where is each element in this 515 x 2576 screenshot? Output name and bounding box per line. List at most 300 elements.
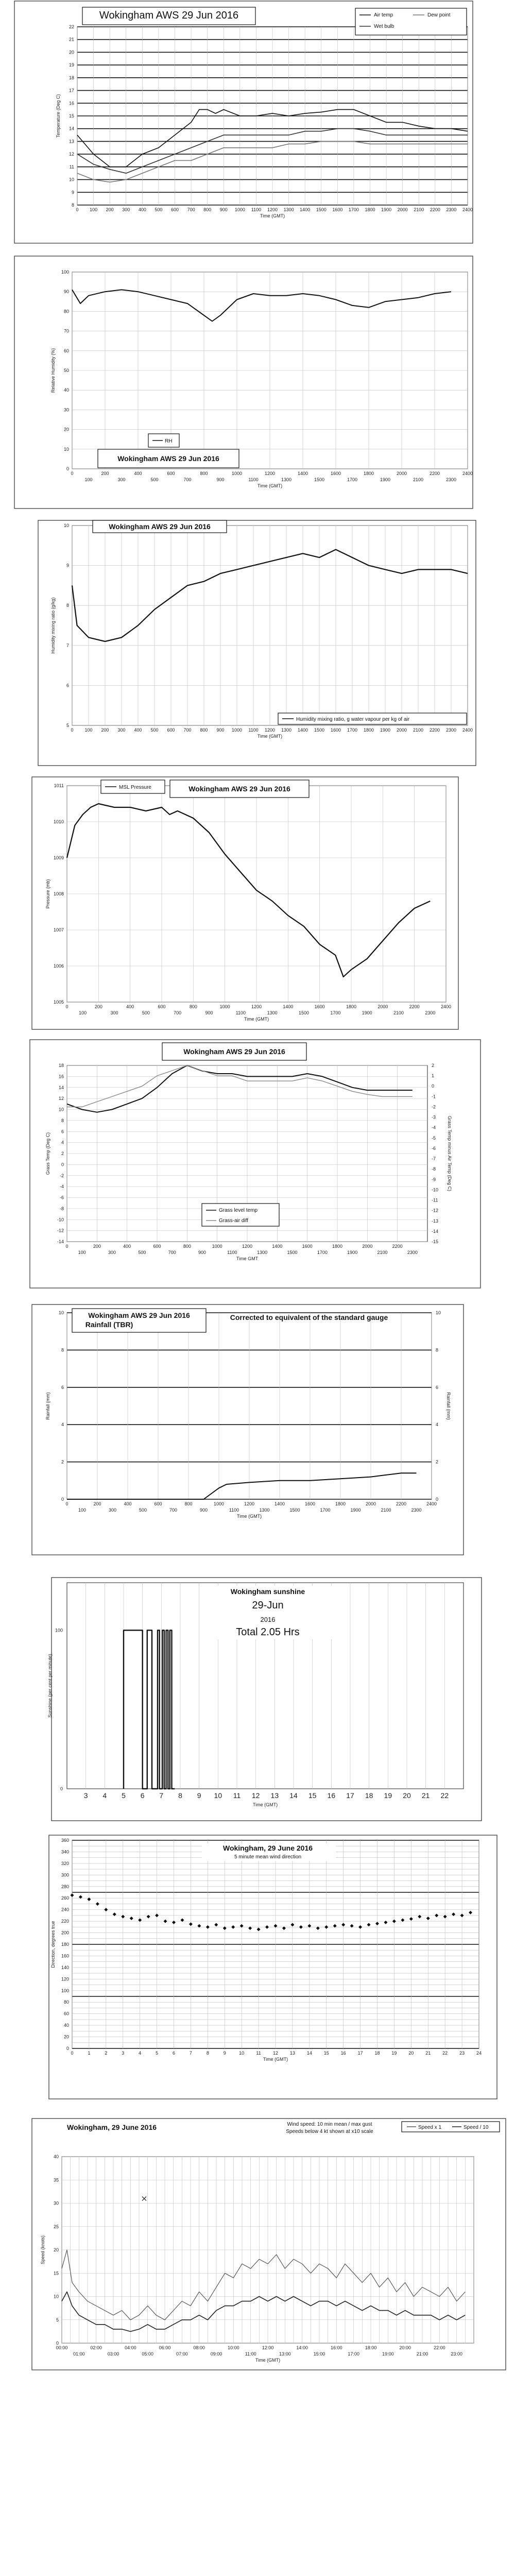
hmr-title: Wokingham AWS 29 Jun 2016 [109,522,211,531]
grass-xtick-label: 1100 [227,1250,237,1255]
temp-xtick-label: 1900 [381,207,392,212]
press-xtick-label: 1100 [235,1010,246,1015]
hmr-xtick-label: 1100 [248,727,259,733]
hmr-legend-label: Humidity mixing ratio, g water vapour per kg of air [296,717,410,722]
sun-xtick-label: 21 [421,1791,430,1800]
rh-ytick-label: 30 [63,407,69,413]
hmr-xtick-label: 700 [183,727,192,733]
rain-subtitle: Rainfall (TBR) [85,1320,133,1329]
press-xtick-label: 100 [79,1010,87,1015]
grass-xtick-label: 400 [123,1244,131,1249]
wdir-xtick-label: 16 [340,2050,346,2056]
sun-title: Wokingham sunshine [230,1587,305,1596]
wdir-ytick-label: 260 [61,1895,69,1901]
sun-subtitle: 29-Jun [252,1600,284,1611]
grass-ytick-label: 12 [58,1096,64,1101]
wdir-ytick-label: 220 [61,1919,69,1924]
rain-annotation: Corrected to equivalent of the standard gauge [230,1313,388,1321]
hmr-xtick-label: 2200 [429,727,440,733]
wdir-xtick-label: 7 [189,2050,192,2056]
sun-xtick-label: 10 [214,1791,222,1800]
wspeed-note-1: Wind speed: 10 min mean / max gust [287,2122,372,2127]
sun-xtick-label: 15 [308,1791,317,1800]
wspeed-xtick-label: 17:00 [348,2351,359,2357]
grass-y-axis-label: Grass Temp (Deg C) [45,1132,50,1175]
hmr-xtick-label: 200 [101,727,109,733]
wspeed-note-2: Speeds below 4 kt shown at x10 scale [286,2129,373,2134]
rain-xtick-label: 1700 [320,1507,331,1513]
wspeed-x-axis-label: Time (GMT) [255,2358,281,2363]
rh-xtick-label: 100 [84,477,93,482]
temp-ytick-label: 14 [68,126,74,131]
wspeed-xtick-label: 08:00 [193,2345,205,2350]
rain-xtick-label: 0 [65,1501,68,1506]
rain-ytick2-label: 6 [436,1384,439,1390]
sun-xtick-label: 14 [289,1791,298,1800]
grass-xtick-label: 1400 [272,1244,283,1249]
grass-ytick2-label: -15 [432,1239,439,1244]
wspeed-xtick-label: 16:00 [331,2345,342,2350]
grass-xtick-label: 2000 [362,1244,373,1249]
press-xtick-label: 900 [205,1010,213,1015]
grass-ytick2-label: -6 [432,1145,436,1151]
hmr-xtick-label: 1500 [314,727,325,733]
sun-xtick-label: 11 [233,1791,241,1800]
temp-xtick-label: 100 [90,207,98,212]
rain-ytick-label: 8 [61,1347,64,1353]
rain-ytick2-label: 4 [436,1422,439,1428]
temp-ytick-label: 19 [68,62,74,68]
wdir-xtick-label: 22 [442,2050,448,2056]
rh-xtick-label: 500 [150,477,159,482]
press-ytick-label: 1009 [53,855,64,860]
press-xtick-label: 600 [158,1004,166,1009]
wspeed-xtick-label: 12:00 [262,2345,274,2350]
rh-xtick-label: 700 [183,477,192,482]
grass-ytick-label: -4 [59,1184,64,1190]
temp-ytick-label: 13 [68,139,74,144]
rh-xtick-label: 900 [216,477,225,482]
rh-xtick-label: 2000 [396,471,407,476]
sun-total: Total 2.05 Hrs [236,1626,300,1638]
rh-ytick-label: 100 [61,269,69,275]
wdir-xtick-label: 13 [289,2050,295,2056]
wdir-xtick-label: 15 [323,2050,329,2056]
grass-xtick-label: 1900 [347,1250,358,1255]
grass-ytick2-label: -14 [432,1228,439,1234]
grass-legend-label: Grass level temp [219,1208,258,1213]
temp-ytick-label: 8 [71,202,74,208]
temp-legend-label: Air temp [374,12,393,18]
wdir-xtick-label: 18 [374,2050,380,2056]
wdir-ytick-label: 180 [61,1942,69,1947]
hmr-xtick-label: 1700 [347,727,358,733]
grass-xtick-label: 2200 [392,1244,403,1249]
rh-xtick-label: 1700 [347,477,358,482]
hmr-ytick-label: 10 [63,523,69,528]
grass-xtick-label: 700 [168,1250,176,1255]
wdir-ytick-label: 280 [61,1884,69,1889]
hmr-xtick-label: 2400 [462,727,473,733]
rh-xtick-label: 600 [167,471,175,476]
temp-xtick-label: 1400 [300,207,311,212]
grass-ytick-label: 10 [58,1107,64,1112]
wdir-xtick-label: 10 [239,2050,245,2056]
press-xtick-label: 800 [189,1004,197,1009]
rain-y2-axis-label: Rainfall (mm) [446,1392,451,1420]
wspeed-legend-label: Speed x 1 [418,2125,442,2130]
wdir-ytick-label: 120 [61,1976,69,1982]
wdir-ytick-label: 100 [61,1988,69,1993]
rain-xtick-label: 2300 [411,1507,422,1513]
rain-xtick-label: 900 [199,1507,208,1513]
wspeed-xtick-label: 20:00 [399,2345,411,2350]
rain-ytick-label: 6 [61,1384,64,1390]
wspeed-xtick-label: 01:00 [73,2351,85,2357]
temp-title: Wokingham AWS 29 Jun 2016 [99,10,239,21]
hmr-xtick-label: 2000 [396,727,407,733]
hmr-xtick-label: 800 [200,727,208,733]
rh-xtick-label: 1100 [248,477,259,482]
temp-xtick-label: 2300 [446,207,457,212]
rain-xtick-label: 100 [78,1507,87,1513]
rh-x-axis-label: Time (GMT) [257,483,283,488]
sun-xtick-label: 4 [102,1791,107,1800]
press-y-axis-label: Pressure (mb) [45,879,50,909]
rh-xtick-label: 800 [200,471,208,476]
grass-xtick-label: 300 [108,1250,116,1255]
hmr-xtick-label: 1300 [281,727,292,733]
sun-year: 2016 [260,1616,276,1623]
rh-ytick-label: 60 [63,348,69,353]
hmr-xtick-label: 400 [134,727,142,733]
press-xtick-label: 1700 [330,1010,341,1015]
grass-title: Wokingham AWS 29 Jun 2016 [183,1047,285,1056]
press-title: Wokingham AWS 29 Jun 2016 [188,785,290,793]
wspeed-xtick-label: 04:00 [125,2345,136,2350]
press-xtick-label: 2000 [377,1004,388,1009]
sun-xtick-label: 18 [365,1791,373,1800]
wspeed-xtick-label: 03:00 [107,2351,119,2357]
wspeed-ytick-label: 15 [53,2270,59,2276]
sun-y-axis-label: Sunshine (per cent per minute) [47,1654,53,1718]
wdir-xtick-label: 24 [476,2050,482,2056]
rain-xtick-label: 600 [154,1501,162,1506]
temp-legend-label: Dew point [427,12,451,18]
temp-xtick-label: 600 [170,207,179,212]
grass-xtick-label: 100 [78,1250,86,1255]
wspeed-xtick-label: 05:00 [142,2351,153,2357]
grass-xtick-label: 1800 [332,1244,343,1249]
temp-xtick-label: 2100 [414,207,424,212]
temp-ytick-label: 22 [68,24,74,29]
grass-ytick-label: 18 [58,1063,64,1068]
press-xtick-label: 0 [65,1004,68,1009]
wspeed-xtick-label: 13:00 [279,2351,291,2357]
wdir-xtick-label: 23 [459,2050,465,2056]
rh-xtick-label: 400 [134,471,142,476]
sun-xtick-label: 8 [178,1791,182,1800]
rh-xtick-label: 0 [71,471,74,476]
wdir-ytick-label: 360 [61,1838,69,1843]
wspeed-xtick-label: 09:00 [210,2351,222,2357]
grass-xtick-label: 600 [153,1244,161,1249]
temp-ytick-label: 12 [68,151,74,157]
sun-xtick-label: 12 [251,1791,260,1800]
wdir-ytick-label: 80 [63,1999,69,2005]
temp-ytick-label: 21 [68,37,74,42]
hmr-xtick-label: 600 [167,727,175,733]
temp-x-axis-label: Time (GMT) [260,213,285,218]
grass-y2-axis-label: Grass Temp minus Air Temp (Deg C) [447,1115,452,1192]
press-xtick-label: 500 [142,1010,150,1015]
temp-xtick-label: 0 [76,207,79,212]
rain-xtick-label: 200 [93,1501,101,1506]
temp-xtick-label: 200 [106,207,114,212]
rh-ytick-label: 70 [63,328,69,334]
wspeed-xtick-label: 14:00 [296,2345,308,2350]
wdir-ytick-label: 60 [63,2011,69,2016]
press-xtick-label: 1900 [362,1010,372,1015]
grass-ytick2-label: -8 [432,1166,436,1172]
wdir-ytick-label: 160 [61,1953,69,1959]
grass-ytick-label: 16 [58,1074,64,1079]
temp-xtick-label: 1800 [365,207,375,212]
temp-xtick-label: 1600 [332,207,343,212]
wdir-xtick-label: 6 [172,2050,176,2056]
grass-ytick2-label: -10 [432,1187,439,1193]
temp-xtick-label: 800 [203,207,212,212]
rain-xtick-label: 400 [124,1501,132,1506]
press-ytick-label: 1011 [54,783,64,788]
temp-xtick-label: 1500 [316,207,327,212]
wspeed-title: Wokingham, 29 June 2016 [67,2123,157,2131]
rh-xtick-label: 300 [117,477,126,482]
rh-legend-label: RH [165,438,173,444]
wdir-xtick-label: 20 [408,2050,414,2056]
hmr-ytick-label: 7 [66,642,69,648]
grass-x-axis-label: Time GMT [236,1256,259,1261]
rain-xtick-label: 1000 [213,1501,225,1506]
rain-xtick-label: 2200 [396,1501,407,1506]
wdir-x-axis-label: Time (GMT) [263,2057,288,2062]
sun-xtick-label: 6 [140,1791,145,1800]
wspeed-xtick-label: 07:00 [176,2351,188,2357]
temp-ytick-label: 17 [68,88,74,93]
press-ytick-label: 1006 [53,963,64,969]
rain-y-axis-label: Rainfall (mm) [45,1392,50,1420]
wspeed-ytick-label: 20 [53,2247,59,2252]
sun-xtick-label: 20 [403,1791,411,1800]
temp-xtick-label: 1300 [283,207,294,212]
rain-x-axis-label: Time (GMT) [236,1514,262,1519]
rain-xtick-label: 500 [139,1507,147,1513]
grass-ytick-label: 8 [61,1117,64,1123]
sun-xtick-label: 16 [327,1791,336,1800]
temp-ytick-label: 9 [71,190,74,195]
rain-ytick2-label: 0 [436,1497,439,1502]
grass-xtick-label: 200 [93,1244,101,1249]
press-xtick-label: 700 [174,1010,182,1015]
press-xtick-label: 1400 [283,1004,294,1009]
wspeed-xtick-label: 06:00 [159,2345,171,2350]
grass-ytick2-label: 2 [432,1063,435,1068]
wdir-xtick-label: 8 [206,2050,209,2056]
rh-ytick-label: 40 [63,387,69,393]
grass-ytick2-label: -5 [432,1135,436,1141]
temp-xtick-label: 1700 [348,207,359,212]
grass-xtick-label: 0 [65,1244,68,1249]
hmr-ytick-label: 5 [66,723,69,728]
hmr-xtick-label: 2300 [445,727,457,733]
rain-xtick-label: 800 [184,1501,193,1506]
press-xtick-label: 2300 [425,1010,436,1015]
sun-xtick-label: 9 [197,1791,201,1800]
wdir-title: Wokingham, 29 June 2016 [222,1844,313,1852]
press-xtick-label: 1000 [219,1004,230,1009]
temp-ytick-label: 11 [69,164,74,170]
wdir-ytick-label: 140 [61,1964,69,1970]
press-ytick-label: 1010 [53,819,64,824]
grass-xtick-label: 2100 [377,1250,388,1255]
grass-legend-label: Grass-air diff [219,1218,249,1224]
wspeed-xtick-label: 10:00 [228,2345,239,2350]
grass-ytick2-label: -13 [432,1218,439,1224]
wdir-subtitle: 5 minute mean wind direction [234,1854,302,1860]
rh-title: Wokingham AWS 29 Jun 2016 [117,454,219,463]
grass-ytick-label: 6 [61,1129,64,1134]
wspeed-xtick-label: 23:00 [451,2351,462,2357]
sun-xtick-label: 22 [440,1791,449,1800]
rh-ytick-label: 90 [63,289,69,295]
wdir-ytick-label: 40 [63,2023,69,2028]
rain-xtick-label: 1300 [259,1507,270,1513]
press-xtick-label: 1300 [267,1010,278,1015]
wdir-xtick-label: 17 [357,2050,363,2056]
rain-ytick-label: 4 [61,1422,64,1428]
wspeed-ytick-label: 5 [56,2317,59,2323]
wdir-ytick-label: 20 [63,2034,69,2040]
rh-xtick-label: 1400 [297,471,308,476]
grass-ytick-label: 0 [61,1162,64,1167]
press-legend-label: MSL Pressure [119,785,151,790]
temp-legend-label: Wet bulb [374,24,394,29]
temp-xtick-label: 2400 [462,207,473,212]
rain-xtick-label: 2100 [381,1507,391,1513]
rh-xtick-label: 200 [101,471,109,476]
grass-xtick-label: 1200 [242,1244,253,1249]
rh-xtick-label: 1000 [231,471,243,476]
wspeed-xtick-label: 02:00 [90,2345,102,2350]
temp-xtick-label: 900 [219,207,228,212]
hmr-xtick-label: 1900 [380,727,391,733]
press-xtick-label: 300 [110,1010,118,1015]
wdir-xtick-label: 4 [139,2050,142,2056]
grass-xtick-label: 1700 [317,1250,328,1255]
grass-ytick-label: -14 [57,1239,64,1244]
grass-xtick-label: 1500 [287,1250,298,1255]
grass-xtick-label: 2300 [407,1250,418,1255]
temp-xtick-label: 700 [187,207,195,212]
rain-ytick-label: 0 [61,1497,64,1502]
wdir-xtick-label: 3 [122,2050,125,2056]
rh-xtick-label: 1600 [330,471,341,476]
wspeed-ytick-label: 10 [53,2294,59,2299]
wdir-ytick-label: 0 [66,2046,69,2051]
wdir-xtick-label: 1 [88,2050,91,2056]
grass-xtick-label: 800 [183,1244,191,1249]
grass-ytick2-label: -7 [432,1156,436,1162]
grass-xtick-label: 1300 [257,1250,268,1255]
temp-ytick-label: 20 [68,49,74,55]
rh-ytick-label: 10 [63,446,69,452]
wdir-y-axis-label: Direction, degrees true [50,1921,56,1968]
rh-ytick-label: 50 [63,368,69,373]
rain-xtick-label: 300 [108,1507,117,1513]
grass-ytick-label: -6 [59,1195,64,1200]
rain-ytick2-label: 2 [436,1459,439,1465]
temp-y-axis-label: Temperature (Deg C) [56,94,61,138]
press-ytick-label: 1008 [53,891,64,896]
temp-xtick-label: 500 [154,207,163,212]
rain-xtick-label: 1200 [244,1501,255,1506]
rain-xtick-label: 1600 [304,1501,316,1506]
wdir-ytick-label: 340 [61,1849,69,1855]
wspeed-xtick-label: 19:00 [382,2351,394,2357]
wdir-ytick-label: 240 [61,1907,69,1912]
press-xtick-label: 200 [94,1004,102,1009]
wdir-ytick-label: 200 [61,1930,69,1936]
rain-ytick-label: 10 [58,1310,64,1315]
rh-ytick-label: 80 [63,309,69,314]
grass-ytick-label: 14 [58,1084,64,1090]
grass-ytick-label: -2 [59,1173,64,1178]
rh-xtick-label: 1900 [380,477,391,482]
wspeed-ytick-label: 40 [53,2154,59,2159]
temp-xtick-label: 300 [122,207,130,212]
grass-ytick2-label: -4 [432,1125,436,1130]
hmr-xtick-label: 300 [117,727,126,733]
grass-ytick2-label: 1 [432,1073,435,1079]
hmr-x-axis-label: Time (GMT) [257,734,283,739]
temp-ytick-label: 10 [68,177,74,182]
wdir-ytick-label: 300 [61,1872,69,1878]
rh-xtick-label: 1300 [281,477,292,482]
sun-ytick-label: 0 [60,1786,63,1791]
grass-xtick-label: 1000 [212,1244,222,1249]
sun-xtick-label: 19 [384,1791,392,1800]
hmr-xtick-label: 2100 [413,727,424,733]
wdir-xtick-label: 12 [272,2050,279,2056]
wspeed-xtick-label: 21:00 [416,2351,428,2357]
press-x-axis-label: Time (GMT) [244,1016,269,1022]
wdir-ytick-label: 320 [61,1860,69,1866]
wspeed-xtick-label: 11:00 [245,2351,256,2357]
rh-xtick-label: 2100 [413,477,424,482]
hmr-xtick-label: 1600 [330,727,341,733]
grass-xtick-label: 500 [138,1250,146,1255]
temp-xtick-label: 2000 [397,207,408,212]
grass-ytick2-label: -11 [432,1197,438,1203]
hmr-xtick-label: 900 [216,727,225,733]
rain-xtick-label: 1800 [335,1501,346,1506]
press-xtick-label: 2200 [409,1004,420,1009]
sun-x-axis-label: Time (GMT) [252,1802,278,1807]
wdir-xtick-label: 5 [156,2050,159,2056]
wdir-xtick-label: 9 [223,2050,226,2056]
grass-xtick-label: 1600 [302,1244,313,1249]
wdir-xtick-label: 0 [71,2050,74,2056]
